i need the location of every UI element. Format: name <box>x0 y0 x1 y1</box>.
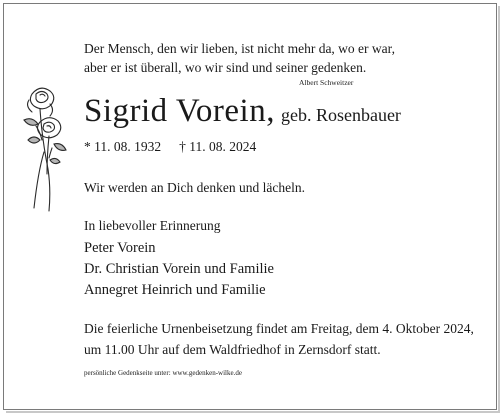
rose-icon <box>14 82 72 214</box>
mourners-intro: In liebevoller Erinnerung <box>84 218 221 233</box>
life-dates <box>84 139 256 155</box>
mourner-name: Annegret Heinrich und Familie <box>84 282 266 298</box>
motto: Wir werden an Dich denken und lächeln. <box>84 180 305 195</box>
mourner-name: Peter Vorein <box>84 240 156 256</box>
quote-author: Albert Schweitzer <box>299 78 354 87</box>
mourner-name: Dr. Christian Vorein und Familie <box>84 261 274 277</box>
quote-line-2: aber er ist überall, wo wir sind und seiner gedenken. <box>84 60 367 75</box>
ceremony-line-2: um 11.00 Uhr auf dem Waldfriedhof in Zernsdorf statt. <box>84 342 381 357</box>
mourners-list <box>84 238 274 301</box>
ceremony-notice <box>84 318 474 360</box>
memorial-page-link[interactable]: persönliche Gedenkseite unter: www.gedenken-wilke.de <box>84 369 242 377</box>
ceremony-line-1: Die feierliche Urnenbeisetzung findet am Freitag, dem 4. Oktober 2024, <box>84 321 474 336</box>
deceased-name-row <box>84 93 401 130</box>
quote-line-1: Der Mensch, den wir lieben, ist nicht mehr da, wo er war, <box>84 41 395 56</box>
deceased-name: Sigrid Vorein, <box>84 93 275 129</box>
deceased-birth-name: geb. Rosenbauer <box>280 105 401 125</box>
death-date: † 11. 08. 2024 <box>179 139 257 154</box>
quote <box>84 39 395 77</box>
birth-date: * 11. 08. 1932 <box>84 139 162 154</box>
